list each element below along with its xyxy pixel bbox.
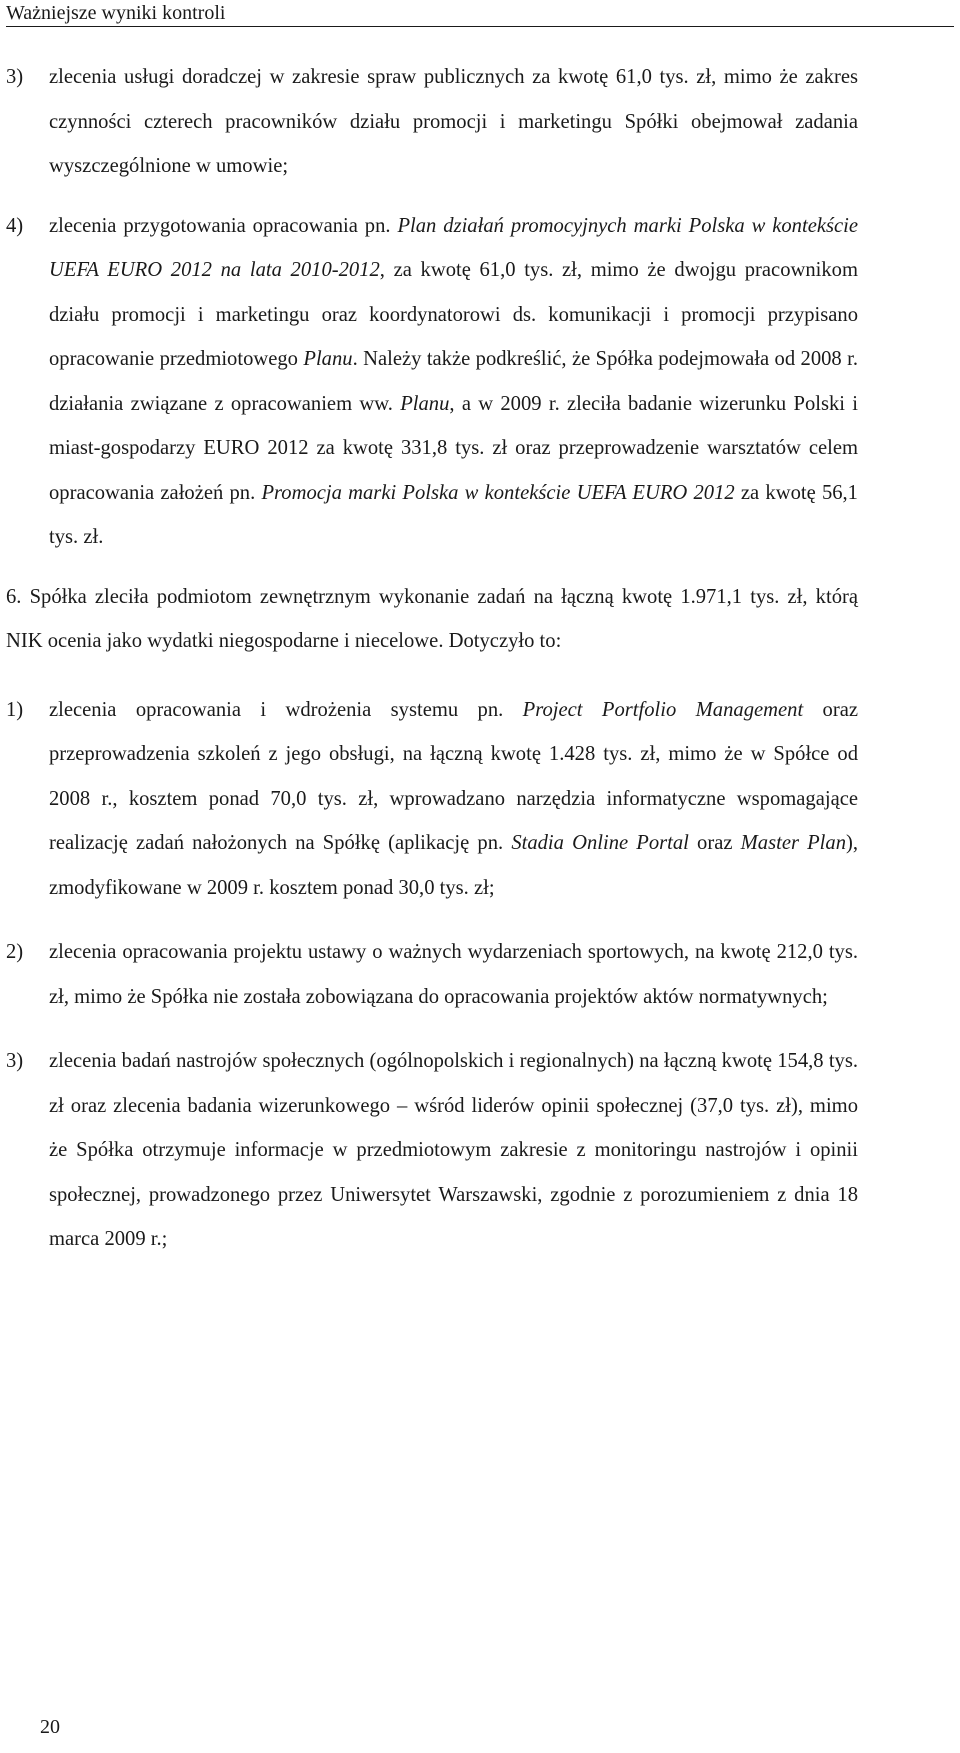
list-item-b2 <box>6 930 858 1019</box>
list-item-text: za kwotę 56,1 tys. zł. <box>49 481 858 548</box>
list-item-number: 4) <box>6 214 24 237</box>
list-item-a3 <box>6 55 858 189</box>
list-item-number: 1) <box>6 698 24 721</box>
list-item-b3 <box>6 1039 858 1262</box>
italic-title: Project Portfolio Management <box>522 698 804 721</box>
list-item-text: zlecenia badań nastrojów społecznych (ogólnopolskich i regionalnych) na łączną kwotę 154,8 tys. zł oraz zlecenia badania wizerunkowego – wśród liderów opinii społecznej (37,0 tys. zł), mimo że Spółka otrzymuje informacje w przedmiotowym zakresie z monitoringu nastrojów i opinii społecznej, prowadzonego przez Uniwersytet Warszawski, zgodnie z porozumieniem z dnia 18 marca 2009 r.; <box>49 1050 858 1250</box>
list-item-text: zlecenia opracowania i wdrożenia systemu pn. <box>49 698 523 721</box>
italic-title: Plan działań promocyjnych marki Polska w kontekście UEFA EURO 2012 na lata 2010-2012 <box>49 214 858 281</box>
italic-title: Master Plan <box>740 832 846 854</box>
list-item-text: , a w 2009 r. zleciła badanie wizerunku Polski i miast-gospodarzy EURO 2012 za kwotę 331,8 tys. zł oraz przeprowadzenie warsztatów celem opracowania założeń pn. <box>49 392 858 504</box>
italic-title: Stadia Online Portal <box>511 832 689 854</box>
page-number: 20 <box>40 1716 60 1738</box>
list-item-text: oraz przeprowadzenia szkoleń z jego obsługi, na łączną kwotę 1.428 tys. zł, mimo że w Spółce od 2008 r., kosztem ponad 70,0 tys. zł, wprowadzano narzędzia informatyczne wspomagające realizację zadań nałożonych na Spółkę (aplikację pn. <box>49 698 858 854</box>
list-item-text: , za kwotę 61,0 tys. zł, mimo że dwojgu pracownikom działu promocji i marketingu oraz koordynatorowi ds. komunikacji i promocji przypisano opracowanie przedmiotowego <box>49 259 858 370</box>
paragraph-6: 6. Spółka zleciła podmiotom zewnętrznym wykonanie zadań na łączną kwotę 1.971,1 tys. zł, którą NIK ocenia jako wydatki niegospodarne i niecelowe. Dotyczyło to: <box>6 585 858 652</box>
list-item-number: 3) <box>6 66 24 88</box>
document-body <box>6 55 858 1262</box>
list-item-number: 2) <box>6 941 24 963</box>
italic-title: Promocja marki Polska w kontekście UEFA EURO 2012 <box>261 481 735 504</box>
list-item-text: ), zmodyfikowane w 2009 r. kosztem ponad 30,0 tys. zł; <box>49 832 859 899</box>
italic-title: Planu <box>400 392 450 415</box>
list-item-text: zlecenia usługi doradczej w zakresie spraw publicznych za kwotę 61,0 tys. zł, mimo że zakres czynności czterech pracowników działu promocji i marketingu Spółki obejmował zadania wyszczególnione w umowie; <box>49 66 858 177</box>
list-item-text: zlecenia przygotowania opracowania pn. <box>49 214 398 237</box>
list-item-text: . Należy także podkreślić, że Spółka podejmowała od 2008 r. działania związane z opracowaniem ww. <box>49 348 858 415</box>
list-item-text: oraz <box>688 832 741 854</box>
list-item-a4 <box>6 204 858 560</box>
list-item-text: zlecenia opracowania projektu ustawy o ważnych wydarzeniach sportowych, na kwotę 212,0 tys. zł, mimo że Spółka nie została zobowiązana do opracowania projektów aktów normatywnych; <box>49 941 858 1008</box>
list-item-b1 <box>6 688 858 911</box>
list-item-number: 3) <box>6 1050 24 1072</box>
italic-title: Planu <box>303 348 353 370</box>
running-header: Ważniejsze wyniki kontroli <box>6 0 954 27</box>
